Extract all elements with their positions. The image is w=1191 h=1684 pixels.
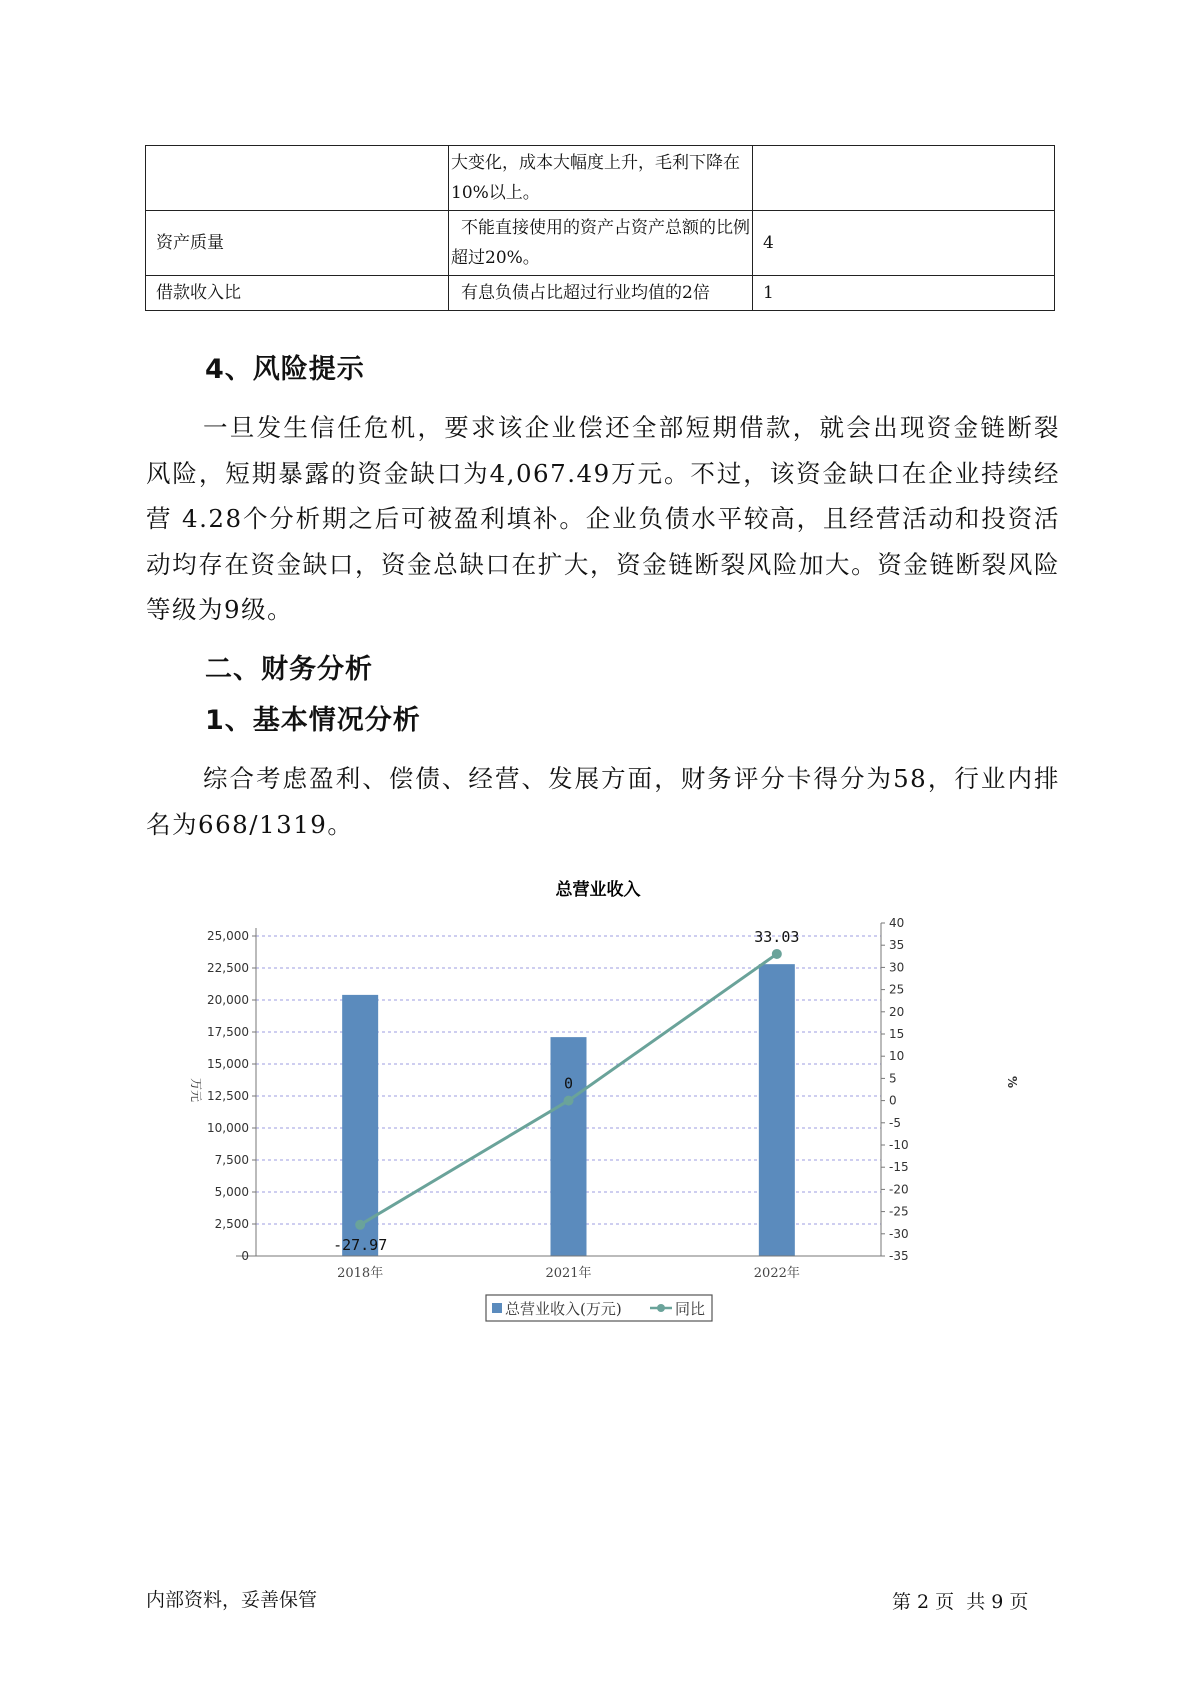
y-tick-label: 20,000 (207, 993, 249, 1007)
table-cell-score (753, 146, 1055, 211)
y-tick-label: 0 (241, 1249, 249, 1263)
page-number: 第 2 页 共 9 页 (892, 1591, 1029, 1613)
y2-axis-label: % (1005, 1075, 1019, 1089)
y2-tick-label: -20 (889, 1182, 909, 1197)
line-point (772, 949, 782, 959)
table-row (146, 211, 1055, 276)
table-row (146, 146, 1055, 211)
revenue-chart (170, 870, 1019, 1330)
y2-tick-label: 20 (889, 1004, 905, 1019)
table-row (146, 276, 1055, 311)
risk-heading: 4、风险提示 (205, 354, 365, 385)
legend-line-marker (657, 1304, 665, 1312)
data-label: -27.97 (333, 1235, 388, 1254)
data-label: 0 (563, 1074, 574, 1093)
y2-tick-label: -10 (889, 1138, 909, 1152)
risk-table (145, 145, 1055, 311)
y2-tick-label: -35 (889, 1249, 909, 1263)
chart-y2-ticks (881, 916, 909, 1263)
y2-tick-label: 25 (889, 982, 905, 997)
bar (551, 1037, 587, 1256)
x-tick-label: 2018年 (337, 1266, 384, 1281)
y-tick-label: 17,500 (207, 1025, 249, 1039)
y-tick-label: 10,000 (207, 1121, 249, 1135)
bar (759, 964, 795, 1256)
chart-y-ticks (207, 929, 256, 1263)
y2-tick-label: 40 (889, 916, 905, 930)
chart-legend (486, 1295, 712, 1321)
footer-note: 内部资料，妥善保管 (146, 1589, 318, 1611)
y-tick-label: 12,500 (207, 1089, 249, 1103)
basic-paragraph: 综合考虑盈利、偿债、经营、发展方面，财务评分卡得分为58，行业内排名为668/1319。 (146, 764, 1060, 839)
y2-tick-label: -30 (889, 1226, 909, 1241)
table-cell-name: 资产质量 (146, 211, 449, 276)
finance-heading: 二、财务分析 (205, 654, 373, 685)
legend-bar-swatch (492, 1303, 502, 1313)
table-cell-desc: 大变化，成本大幅度上升，毛利下降在10%以上。 (449, 146, 753, 211)
y2-tick-label: 35 (889, 938, 905, 953)
y-tick-label: 22,500 (207, 961, 249, 975)
y-axis-label: 万元 (189, 1077, 203, 1103)
risk-paragraph: 一旦发生信任危机，要求该企业偿还全部短期借款，就会出现资金链断裂风险，短期暴露的资金缺口为4,067.49万元。不过，该资金缺口在企业持续经营 4.28个分析期之后可被盈利填补。企业负债水平较高，且经营活动和投资活动均存在资金缺口，资金总缺口在扩大，资金链断裂风险加大。资金链断裂风险等级为9级。 (146, 413, 1060, 624)
y-tick-label: 7,500 (214, 1153, 249, 1167)
table-cell-desc: 不能直接使用的资产占资产总额的比例超过20%。 (449, 211, 753, 276)
x-tick-label: 2022年 (753, 1266, 800, 1281)
y-tick-label: 25,000 (207, 929, 249, 943)
y-tick-label: 2,500 (214, 1217, 249, 1231)
y-tick-label: 5,000 (214, 1185, 249, 1199)
y2-tick-label: -25 (889, 1204, 909, 1219)
y2-tick-label: 5 (889, 1071, 897, 1086)
chart-x-ticks (337, 1265, 800, 1281)
table-cell-score: 1 (753, 276, 1055, 311)
line-point (564, 1096, 574, 1106)
y2-tick-label: 0 (889, 1093, 897, 1108)
y2-tick-label: -5 (889, 1115, 901, 1130)
y2-tick-label: 10 (889, 1049, 905, 1064)
x-tick-label: 2021年 (545, 1266, 592, 1281)
chart-bars (342, 964, 795, 1256)
basic-heading: 1、基本情况分析 (205, 705, 421, 736)
legend-line-label: 同比 (675, 1300, 706, 1318)
y-tick-label: 15,000 (207, 1057, 249, 1071)
line-point (355, 1220, 365, 1230)
table-cell-desc: 有息负债占比超过行业均值的2倍 (449, 276, 753, 311)
table-cell-name: 借款收入比 (146, 276, 449, 311)
y2-tick-label: 30 (889, 960, 905, 975)
y2-tick-label: 15 (889, 1027, 905, 1041)
chart-title: 总营业收入 (555, 880, 641, 900)
table-cell-score: 4 (753, 211, 1055, 276)
y2-tick-label: -15 (889, 1160, 909, 1175)
table-cell-name (146, 146, 449, 211)
legend-bar-label: 总营业收入(万元) (505, 1300, 622, 1318)
data-label: 33.03 (754, 927, 800, 946)
